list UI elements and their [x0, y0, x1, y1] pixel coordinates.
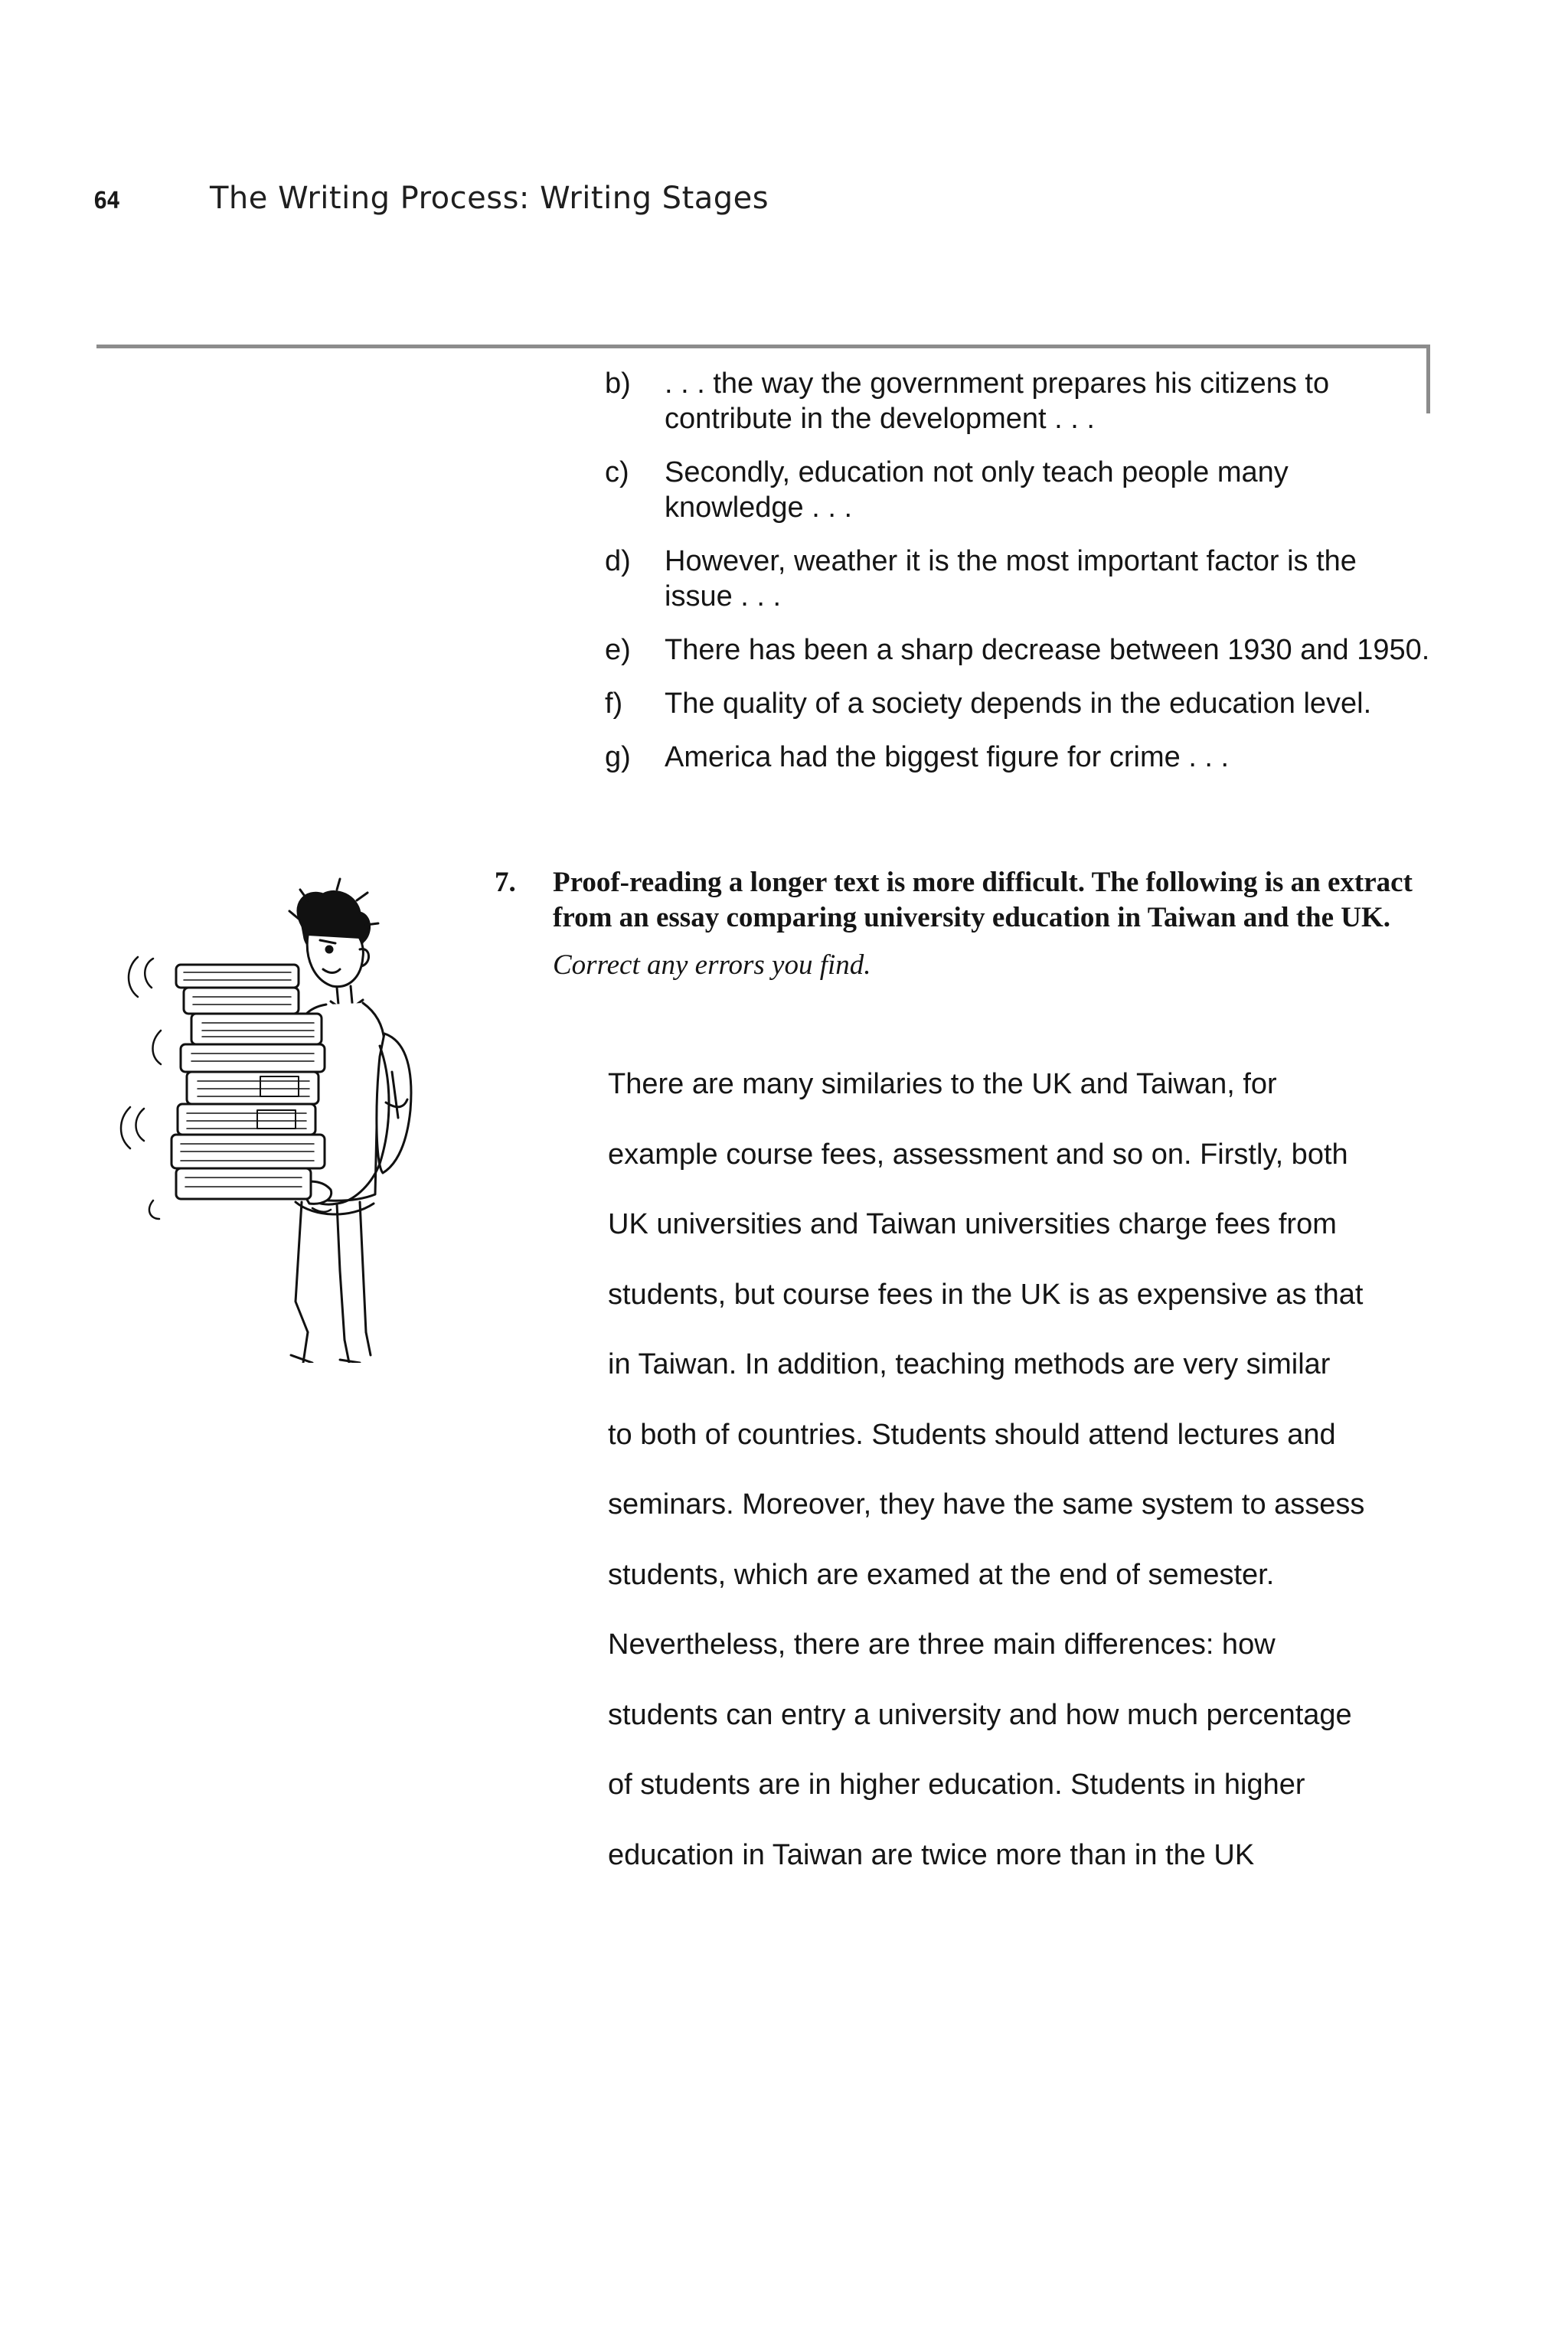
essay-line: in Taiwan. In addition, teaching methods are very similar [608, 1348, 1331, 1380]
list-item-letter: b) [605, 368, 631, 400]
list-item [605, 632, 1432, 668]
exercise-sub-instruction: Correct any errors you find. [553, 949, 871, 981]
list-item [605, 366, 1432, 436]
page-header [93, 178, 769, 224]
list-item-letter: d) [605, 545, 631, 577]
list-item [605, 455, 1432, 525]
running-title: The Writing Process: Writing Stages [210, 181, 769, 216]
page-number: 64 [93, 187, 120, 214]
exercise-heading [495, 865, 1413, 936]
list-item-text: . . . the way the government prepares his citizens to contribute in the development . . . [665, 368, 1330, 435]
exercise-7 [495, 865, 1413, 983]
essay-line: to both of countries. Students should attend lectures and [608, 1418, 1336, 1451]
list-item-text: However, weather it is the most important factor is the issue . . . [665, 545, 1357, 612]
list-item [605, 686, 1432, 721]
error-examples-list [605, 366, 1432, 793]
essay-line: Nevertheless, there are three main differences: how [608, 1628, 1276, 1661]
list-item-text: America had the biggest figure for crime . . . [665, 741, 1230, 773]
section-rule [96, 345, 1430, 348]
essay-line: students, which are examed at the end of semester. [608, 1558, 1275, 1591]
essay-line: students, but course fees in the UK is as expensive as that [608, 1278, 1364, 1311]
essay-line: education in Taiwan are twice more than in the UK [608, 1838, 1255, 1871]
exercise-instruction: Proof-reading a longer text is more difficult. The following is an extract from an essay comparing university education in Taiwan and the UK. [553, 867, 1413, 933]
essay-extract [608, 1067, 1435, 1907]
list-item-letter: f) [605, 688, 623, 720]
boy-carrying-books-icon [107, 873, 444, 1363]
essay-line: students can entry a university and how much percentage [608, 1698, 1352, 1731]
exercise-number: 7. [495, 867, 516, 898]
essay-line: There are many similaries to the UK and Taiwan, for [608, 1068, 1277, 1100]
essay-line: seminars. Moreover, they have the same system to assess [608, 1488, 1365, 1521]
list-item-text: There has been a sharp decrease between 1930 and 1950. [665, 634, 1430, 666]
list-item-letter: g) [605, 741, 631, 773]
essay-line: example course fees, assessment and so on. Firstly, both [608, 1138, 1348, 1171]
list-item-text: The quality of a society depends in the education level. [665, 688, 1372, 720]
essay-line: UK universities and Taiwan universities charge fees from [608, 1208, 1337, 1240]
list-item [605, 544, 1432, 614]
list-item [605, 740, 1432, 775]
list-item-letter: e) [605, 634, 631, 666]
list-item-text: Secondly, education not only teach people many knowledge . . . [665, 456, 1289, 524]
essay-line: of students are in higher education. Students in higher [608, 1769, 1305, 1801]
list-item-letter: c) [605, 456, 629, 488]
